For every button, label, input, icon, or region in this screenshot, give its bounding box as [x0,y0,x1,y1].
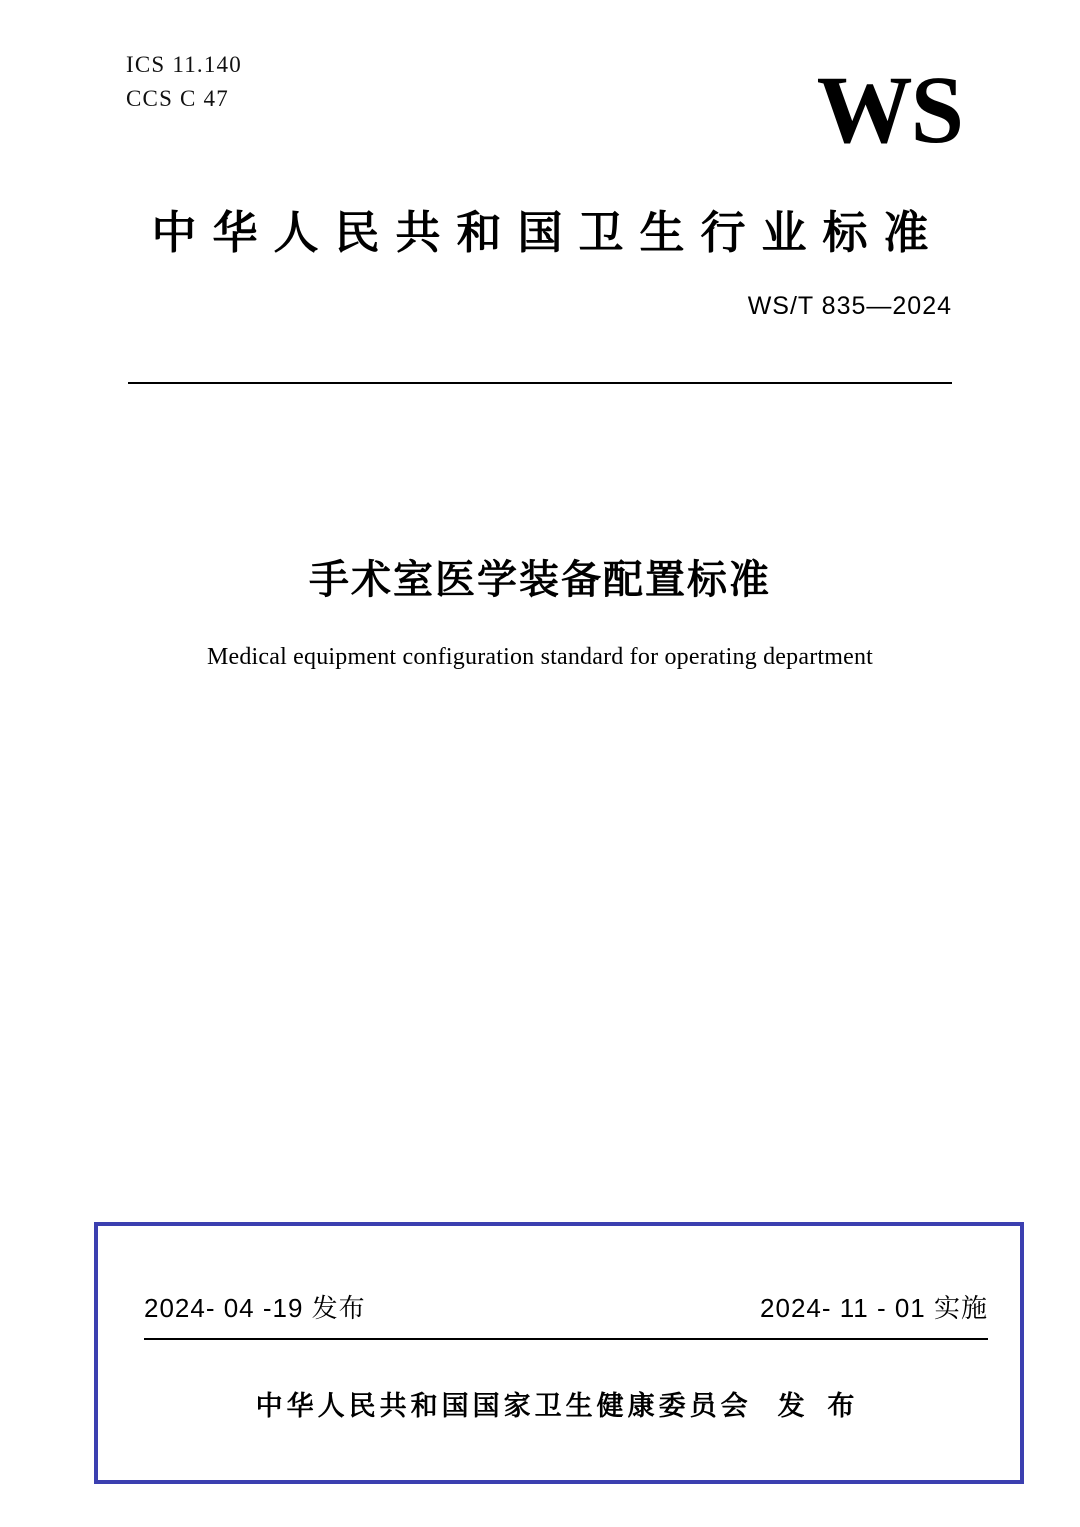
header-divider [128,382,952,384]
document-title-english: Medical equipment configuration standard for operating department [206,644,874,670]
effective-date: 2024- 11 - 01 实施 [760,1293,988,1323]
issue-date: 2024- 04 -19 发布 [144,1293,366,1323]
national-standard-title: 中华人民共和国卫生行业标准 [151,208,945,258]
document-title-chinese: 手术室医学装备配置标准 [309,557,771,602]
publisher-name: 中华人民共和国国家卫生健康委员会 [255,1391,752,1421]
standard-number: WS/T 835—2024 [747,292,952,320]
publisher-verb: 发 布 [777,1391,863,1421]
dates-row [144,1288,988,1331]
ccs-code: CCS C 47 [126,86,229,111]
ics-code: ICS 11.140 [126,52,242,77]
footer-frame [94,1222,1024,1484]
dates-underline [144,1338,988,1340]
classification-codes [126,48,242,116]
publisher-line [98,1384,1020,1423]
ws-logo: WS [816,56,962,163]
